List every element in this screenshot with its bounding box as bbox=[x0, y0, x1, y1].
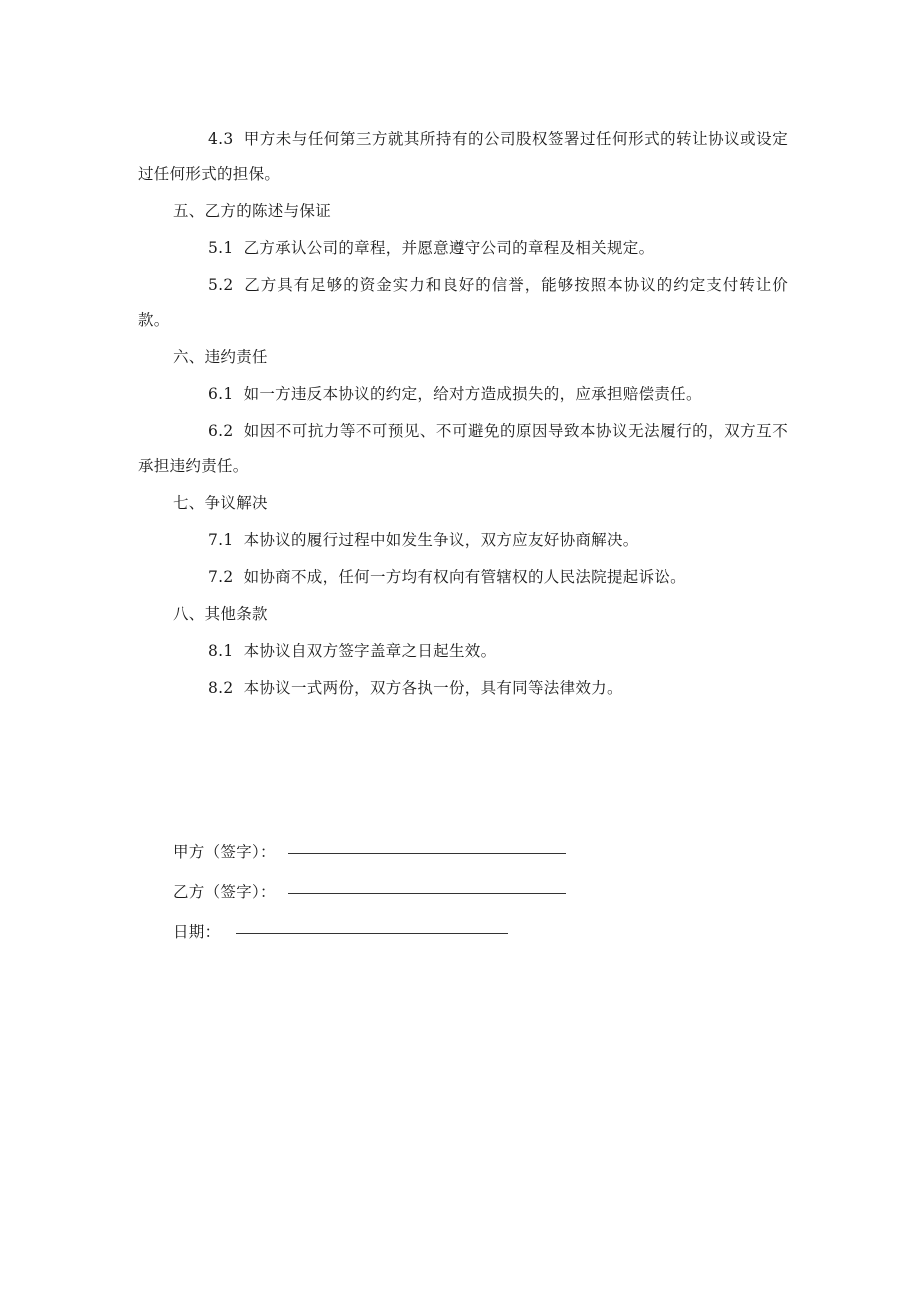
clause-number: 7.1 bbox=[208, 531, 234, 549]
clause-text: 本协议的履行过程中如发生争议，双方应友好协商解决。 bbox=[243, 531, 639, 549]
clause-number: 4.3 bbox=[208, 130, 234, 148]
clause-number: 7.2 bbox=[208, 568, 234, 586]
section-heading-6: 六、违约责任 bbox=[173, 348, 268, 366]
clause-number: 6.2 bbox=[208, 422, 234, 440]
clause-text: 如一方违反本协议的约定，给对方造成损失的，应承担赔偿责任。 bbox=[243, 385, 702, 403]
party-a-signature-line[interactable] bbox=[288, 852, 566, 854]
clause-number: 5.1 bbox=[208, 239, 234, 257]
date-label: 日期： bbox=[173, 923, 221, 941]
clause-text: 本协议自双方签字盖章之日起生效。 bbox=[243, 642, 497, 660]
section-heading-8: 八、其他条款 bbox=[173, 605, 268, 623]
clause-7-2 bbox=[138, 560, 788, 595]
date-row bbox=[173, 902, 693, 942]
clause-8-2 bbox=[138, 671, 788, 706]
clause-8-1 bbox=[138, 634, 788, 669]
party-b-signature-label: 乙方（签字）： bbox=[173, 883, 276, 901]
clause-4-3 bbox=[138, 122, 788, 192]
clause-number: 6.1 bbox=[208, 385, 234, 403]
signature-block bbox=[173, 822, 693, 942]
section-heading-5: 五、乙方的陈述与保证 bbox=[173, 202, 332, 220]
clause-number: 8.1 bbox=[208, 642, 234, 660]
clause-text: 乙方承认公司的章程，并愿意遵守公司的章程及相关规定。 bbox=[243, 239, 655, 257]
clause-6-2 bbox=[138, 414, 788, 484]
party-b-signature-line[interactable] bbox=[288, 892, 566, 894]
clause-6-1 bbox=[138, 377, 788, 412]
clause-text: 如因不可抗力等不可预见、不可避免的原因导致本协议无法履行的，双方互不承担违约责任。 bbox=[138, 422, 788, 475]
clause-5-2 bbox=[138, 268, 788, 338]
party-b-signature-row bbox=[173, 862, 693, 902]
clause-text: 乙方具有足够的资金实力和良好的信誉，能够按照本协议的约定支付转让价款。 bbox=[138, 276, 788, 329]
clause-text: 本协议一式两份，双方各执一份，具有同等法律效力。 bbox=[243, 679, 623, 697]
date-line[interactable] bbox=[236, 932, 508, 934]
section-heading-7: 七、争议解决 bbox=[173, 494, 268, 512]
clause-text: 甲方未与任何第三方就其所持有的公司股权签署过任何形式的转让协议或设定过任何形式的担保。 bbox=[138, 130, 788, 183]
clause-text: 如协商不成，任何一方均有权向有管辖权的人民法院提起诉讼。 bbox=[243, 568, 686, 586]
clause-5-1 bbox=[138, 231, 788, 266]
clause-7-1 bbox=[138, 523, 788, 558]
clause-number: 5.2 bbox=[208, 276, 234, 294]
clause-number: 8.2 bbox=[208, 679, 234, 697]
party-a-signature-row bbox=[173, 822, 693, 862]
agreement-body bbox=[138, 122, 788, 708]
party-a-signature-label: 甲方（签字）： bbox=[173, 843, 276, 861]
